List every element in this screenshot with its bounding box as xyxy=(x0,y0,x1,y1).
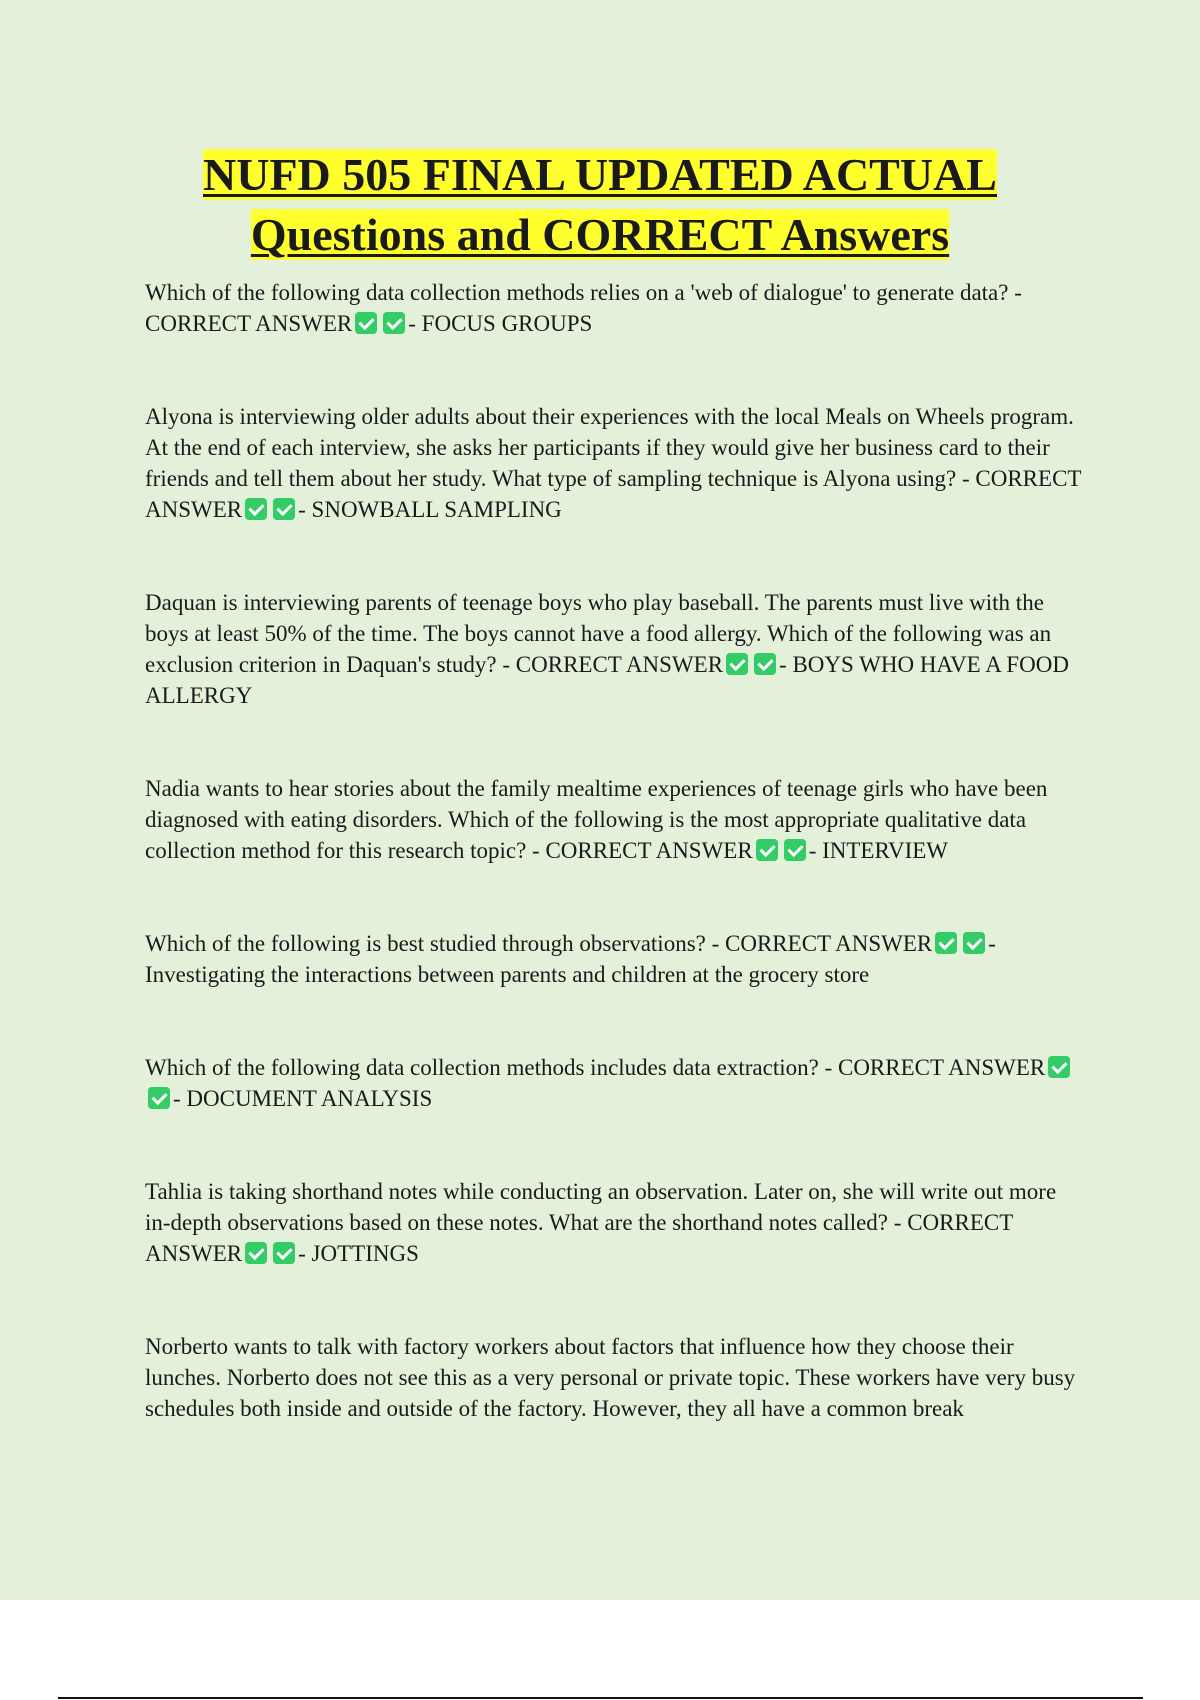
check-mark-button-icon xyxy=(784,839,806,861)
question-text: Daquan is interviewing parents of teenage boys who play baseball. The parents must live with the boys at least 50% of the time. The boys cannot have a food allergy. Which of the following was an exclusion criterion in Daquan's study? xyxy=(145,590,1052,677)
check-mark-button-icon xyxy=(273,498,295,520)
answer-text: INTERVIEW xyxy=(822,838,949,863)
qa-list xyxy=(145,277,1085,1424)
check-mark-button-icon xyxy=(1048,1056,1070,1078)
question-text: Nadia wants to hear stories about the family mealtime experiences of teenage girls who have been diagnosed with eating disorders. Which of the following is the most appropriate qualitative data collection method for this research topic? xyxy=(145,776,1048,863)
answer-text: SNOWBALL SAMPLING xyxy=(311,497,562,522)
answer-marker: - CORRECT ANSWER xyxy=(145,466,1082,522)
question-text: Which of the following is best studied through observations? xyxy=(145,931,706,956)
answer-marker: - CORRECT ANSWER xyxy=(711,931,933,956)
answer-text: FOCUS GROUPS xyxy=(421,311,593,336)
check-mark-button-icon xyxy=(245,1242,267,1264)
qa-item: Which of the following data collection methods relies on a 'web of dialogue' to generate data? - CORRECT ANSWER - FOCUS GROUPS xyxy=(145,280,1022,336)
question-text: Alyona is interviewing older adults about their experiences with the local Meals on Wheels program. At the end of each interview, she asks her participants if they would give her business card to their friends and tell them about her study. What type of sampling technique is Alyona using? xyxy=(145,404,1074,491)
qa-item: Nadia wants to hear stories about the family mealtime experiences of teenage girls who have been diagnosed with eating disorders. Which of the following is the most appropriate qualitative data collection method for this research topic? - CORRECT ANSWER - INTERVIEW xyxy=(145,776,1048,863)
qa-item: Which of the following is best studied through observations? - CORRECT ANSWER - Investigating the interactions between parents and children at the grocery store xyxy=(145,931,996,987)
check-mark-button-icon xyxy=(245,498,267,520)
qa-item xyxy=(145,1331,1085,1424)
title-line-2: Questions and CORRECT Answers xyxy=(250,209,950,260)
check-mark-button-icon xyxy=(756,839,778,861)
check-mark-button-icon xyxy=(148,1087,170,1109)
check-mark-button-icon xyxy=(383,312,405,334)
check-mark-button-icon xyxy=(963,932,985,954)
check-mark-button-icon xyxy=(273,1242,295,1264)
answer-text: Investigating the interactions between parents and children at the grocery store xyxy=(145,962,870,987)
answer-marker: - CORRECT ANSWER xyxy=(824,1055,1046,1080)
answer-marker: - CORRECT ANSWER xyxy=(145,280,1022,336)
answer-text: DOCUMENT ANALYSIS xyxy=(186,1086,433,1111)
qa-item: Daquan is interviewing parents of teenage boys who play baseball. The parents must live with the boys at least 50% of the time. The boys cannot have a food allergy. Which of the following was an exclusion criterion in Daquan's study? - CORRECT ANSWER - BOYS WHO HAVE A FOOD ALLERGY xyxy=(145,590,1069,708)
qa-item: Tahlia is taking shorthand notes while conducting an observation. Later on, she will write out more in-depth observations based on these notes. What are the shorthand notes called? - CORRECT ANSWER - JOTTINGS xyxy=(145,1179,1057,1266)
check-mark-button-icon xyxy=(726,653,748,675)
footer-rule xyxy=(58,1697,1143,1699)
question-text: Which of the following data collection methods includes data extraction? xyxy=(145,1055,819,1080)
qa-item: Alyona is interviewing older adults about their experiences with the local Meals on Wheels program. At the end of each interview, she asks her participants if they would give her business card to their friends and tell them about her study. What type of sampling technique is Alyona using? - CORRECT ANSWER - SNOWBALL SAMPLING xyxy=(145,404,1082,522)
question-text: Which of the following data collection methods relies on a 'web of dialogue' to generate data? xyxy=(145,280,1009,305)
check-mark-button-icon xyxy=(355,312,377,334)
question-text: Tahlia is taking shorthand notes while conducting an observation. Later on, she will write out more in-depth observations based on these notes. What are the shorthand notes called? xyxy=(145,1179,1057,1235)
question-text: Norberto wants to talk with factory workers about factors that influence how they choose their lunches. Norberto does not see this as a very personal or private topic. These workers have very busy schedules both inside and outside of the factory. However, they all have a common break xyxy=(145,1334,1076,1421)
check-mark-button-icon xyxy=(754,653,776,675)
answer-text: BOYS WHO HAVE A FOOD ALLERGY xyxy=(145,652,1069,708)
answer-marker: - CORRECT ANSWER xyxy=(145,1210,1013,1266)
check-mark-button-icon xyxy=(935,932,957,954)
answer-marker: - CORRECT ANSWER xyxy=(502,652,724,677)
title-line-1: NUFD 505 FINAL UPDATED ACTUAL xyxy=(203,149,997,200)
qa-item: Which of the following data collection methods includes data extraction? - CORRECT ANSWER- DOCUMENT ANALYSIS xyxy=(145,1052,1085,1114)
answer-text: JOTTINGS xyxy=(311,1241,419,1266)
document-title xyxy=(0,145,1200,265)
answer-marker: - CORRECT ANSWER xyxy=(532,838,753,863)
